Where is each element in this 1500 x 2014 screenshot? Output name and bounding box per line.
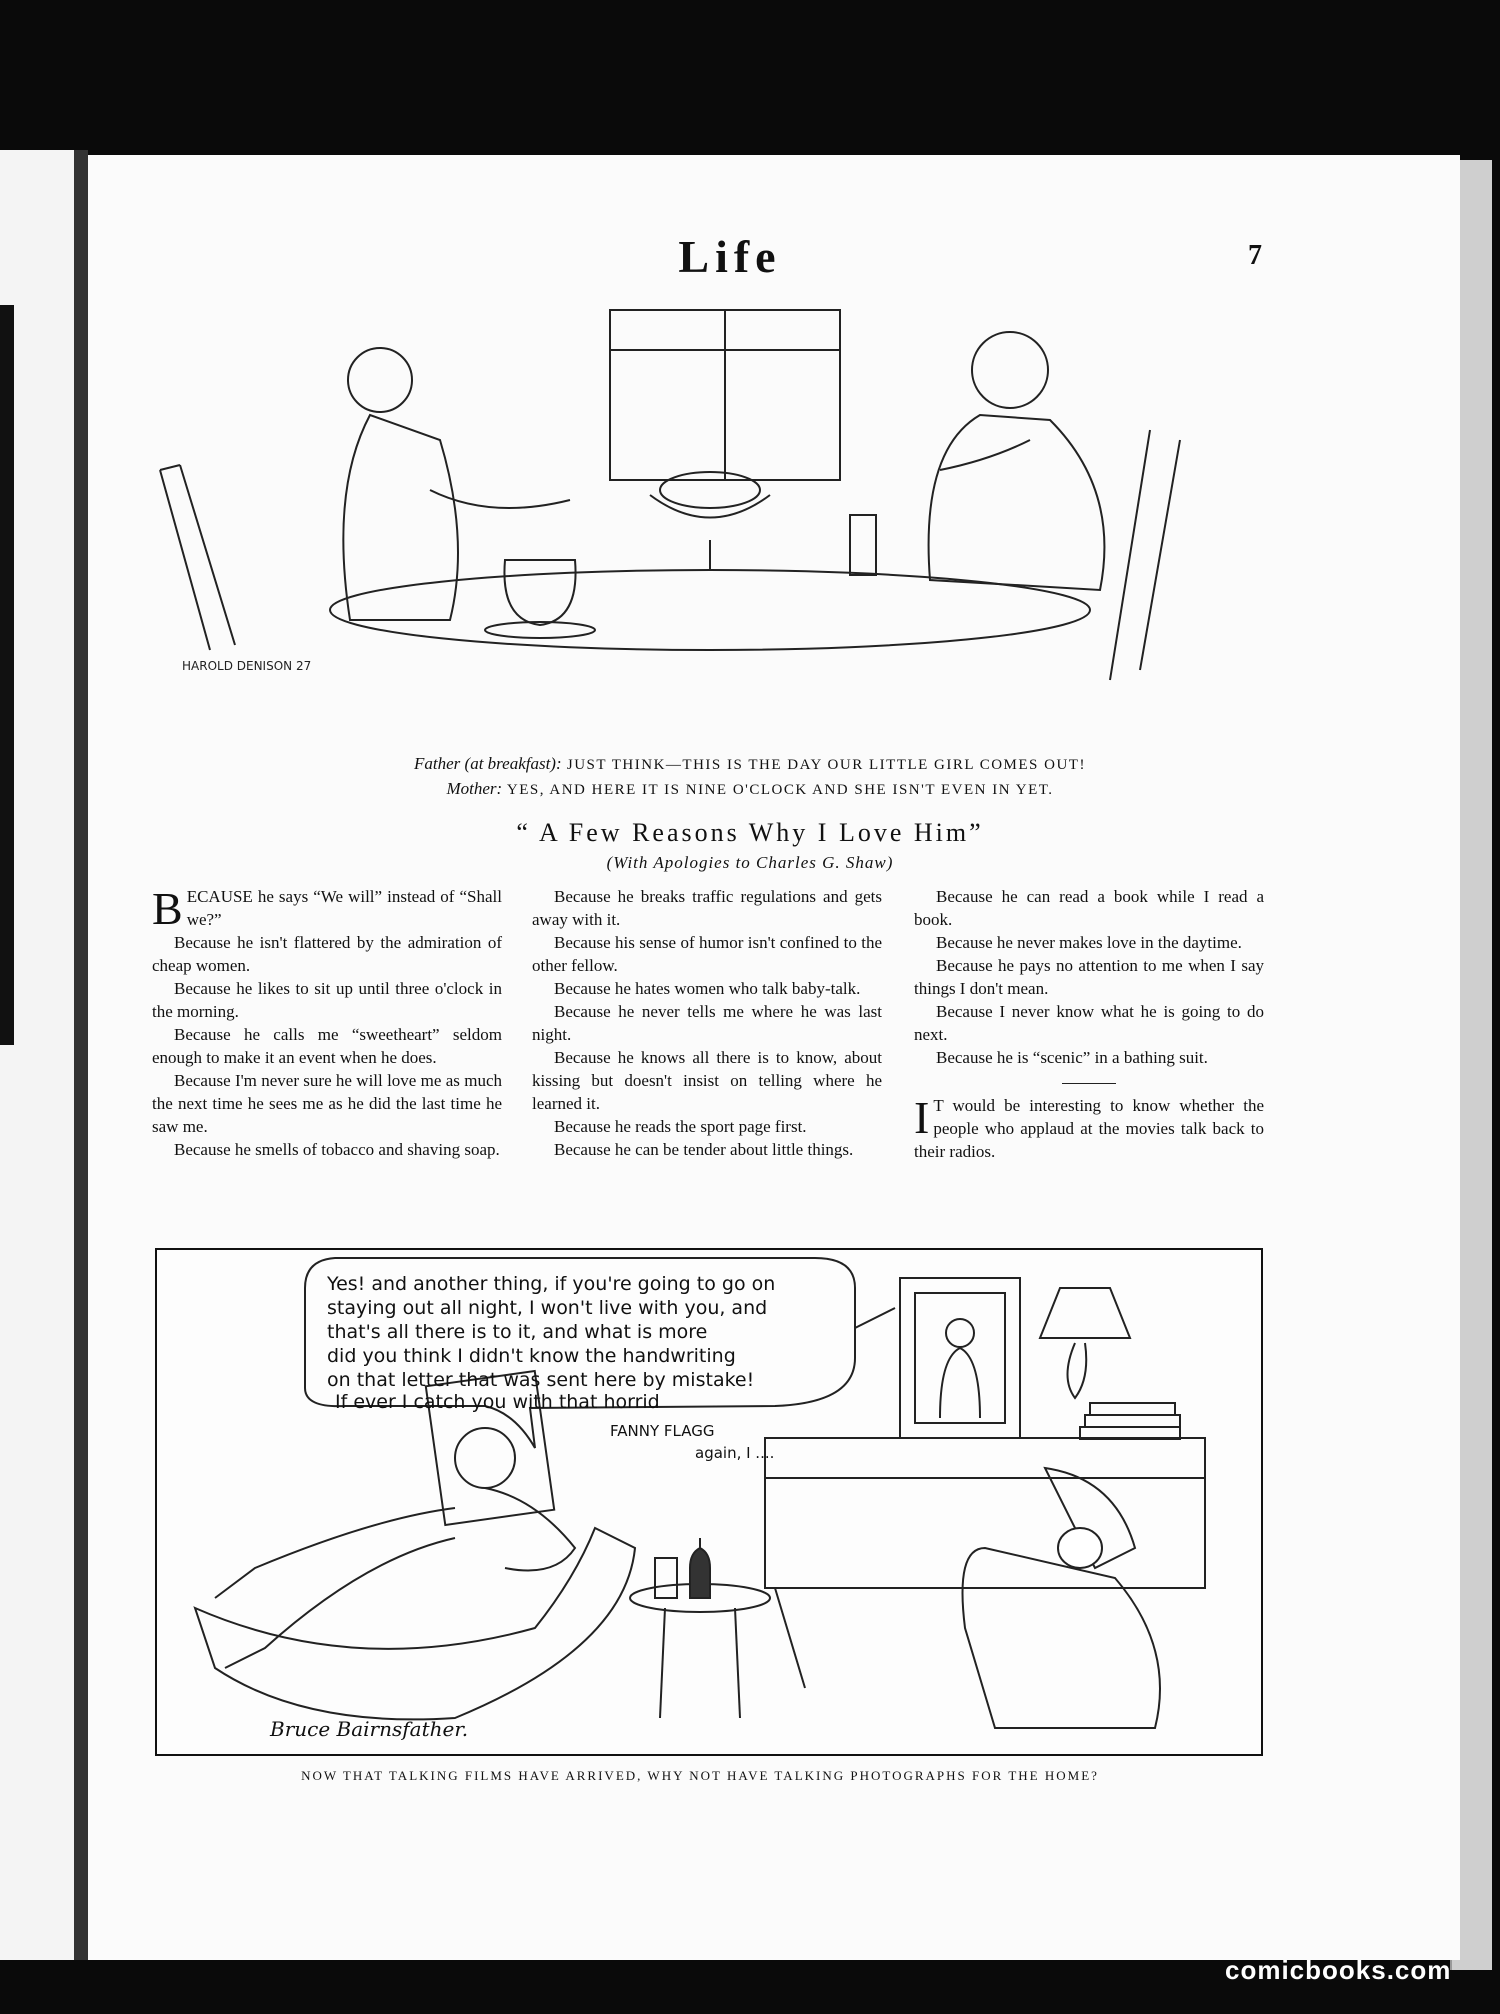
breakfast-cartoon [150, 290, 1270, 750]
caption-speaker-mother: Mother: [446, 779, 503, 798]
article-paragraph: Because I'm never sure he will love me as much the next time he sees me as he did the last time he saw me. [152, 1071, 502, 1136]
teapot [504, 560, 575, 625]
article-paragraph: Because he never tells me where he was last night. [532, 1002, 882, 1044]
article-title: “ A Few Reasons Why I Love Him” [516, 818, 984, 847]
left-chair [160, 465, 235, 650]
article-paragraph: Because his sense of humor isn't confined to the other fellow. [532, 933, 882, 975]
drop-cap: B [152, 883, 183, 934]
caption-text-father: JUST THINK—THIS IS THE DAY OUR LITTLE GIRL COMES OUT! [566, 757, 1086, 773]
watermark: comicbooks.com [1225, 1955, 1452, 1985]
woman-figure [348, 348, 412, 412]
masthead: Life [678, 231, 782, 282]
article-paragraph: BECAUSE he says “We will” instead of “Shall we?” [152, 883, 502, 934]
article-paragraph: Because he smells of tobacco and shaving soap. [174, 1140, 500, 1159]
talking-photograph-cartoon [155, 1248, 1263, 1756]
article-paragraph: Because he pays no attention to me when I say things I don't mean. [914, 956, 1264, 998]
right-chair [1110, 430, 1180, 680]
article-paragraph: Because he can read a book while I read a book. [914, 887, 1264, 929]
article-subtitle: (With Apologies to Charles G. Shaw) [606, 853, 894, 872]
speech-line: did you think I didn't know the handwriting [327, 1345, 736, 1367]
fruit-bowl [650, 495, 770, 518]
page-number: 7 [1248, 240, 1262, 271]
article-paragraph: Because he reads the sport page first. [554, 1117, 807, 1136]
left-page-shadow [0, 305, 14, 1045]
article-paragraph: Because he is “scenic” in a bathing suit. [936, 1048, 1208, 1067]
article-paragraph: Because he calls me “sweetheart” seldom enough to make it an event when he does. [152, 1025, 502, 1067]
speech-line: staying out all night, I won't live with you, and [327, 1297, 768, 1319]
filler-paragraph: I T would be interesting to know whether the people who applaud at the movies talk back to their radios. [914, 1092, 1264, 1161]
caption-text-mother: YES, AND HERE IT IS NINE O'CLOCK AND SHE ISN'T EVEN IN YET. [506, 782, 1054, 798]
article-column-1 [152, 885, 502, 1161]
article-paragraph: Because he hates women who talk baby-talk. [554, 979, 861, 998]
article-paragraph: Because I never know what he is going to do next. [914, 1002, 1264, 1044]
book-spine [74, 150, 88, 1960]
speech-line: that's all there is to it, and what is more [327, 1321, 708, 1343]
article-paragraph: Because he can be tender about little things. [554, 1140, 854, 1159]
separator-rule [1062, 1083, 1116, 1084]
left-page-edge [0, 150, 82, 1960]
bottom-cartoon-caption: NOW THAT TALKING FILMS HAVE ARRIVED, WHY NOT HAVE TALKING PHOTOGRAPHS FOR THE HOME? [301, 1768, 1099, 1783]
drop-cap: I [914, 1092, 930, 1143]
speech-line: Yes! and another thing, if you're going to go on [327, 1273, 776, 1295]
article-column-3 [914, 885, 1264, 1163]
article-column-2 [532, 885, 882, 1161]
article-paragraph: Because he breaks traffic regulations and gets away with it. [532, 887, 882, 929]
article-paragraph: Because he knows all there is to know, about kissing but doesn't insist on telling where he learned it. [532, 1048, 882, 1113]
speech-line: again, I .... [695, 1444, 775, 1462]
speech-line: FANNY FLAGG [610, 1422, 715, 1440]
top-cartoon-caption [200, 752, 1300, 802]
article-paragraph: Because he likes to sit up until three o'clock in the morning. [152, 979, 502, 1021]
speech-line: If ever I catch you with that horrid [335, 1391, 660, 1413]
bottom-cartoon-signature: Bruce Bairnsfather. [270, 1717, 469, 1741]
article-paragraph: Because he never makes love in the daytime. [936, 933, 1242, 952]
caption-speaker-father: Father (at breakfast): [414, 754, 562, 773]
man-figure [972, 332, 1048, 408]
top-cartoon-signature: HAROLD DENISON 27 [182, 659, 312, 673]
article-paragraph: Because he isn't flattered by the admiration of cheap women. [152, 933, 502, 975]
speech-line: on that letter that was sent here by mistake! [327, 1369, 755, 1391]
glass [850, 515, 876, 575]
cartoon-frame [156, 1249, 1262, 1755]
